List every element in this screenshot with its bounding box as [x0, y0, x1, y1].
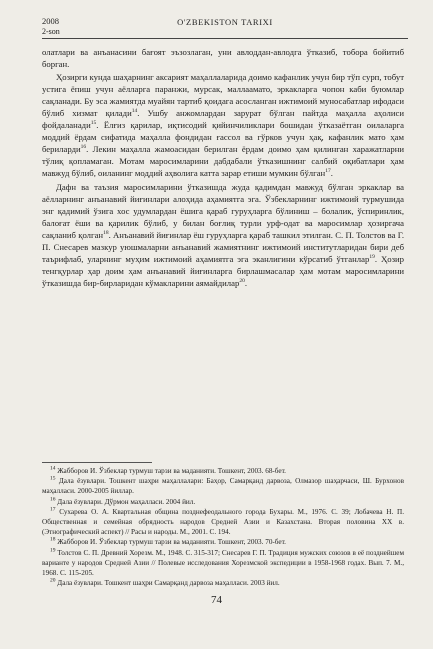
paragraph-3-text-a: Дафн ва таъзия маросимларини ўтказишда жуда қадимдан мавжуд бўлган эркаклар ва аёлларнинг анъанавий йиғинлари алоҳида аҳамиятга эга. Ўзбекларнинг ижтимоий турмушида энг қадимий ўзига хос удумлардан ёшига қараб гуруҳларга бўлиниш – болалик, ўспиринлик, балоғат ёши ва қарилик бўлиб, у билан боғлиқ турли урф-одат ва маросимлар ҳозиргача сақланиб қолган: [42, 181, 404, 240]
footnote-text: Жабборов И. Ўзбеклар турмуш тарзи ва маданияти. Тошкент, 2003. 68-бет.: [55, 467, 286, 475]
footnote-number: 14: [50, 465, 56, 472]
footnote-text: Толстов С. П. Древний Хорезм. М., 1948. С. 315-317; Снесарев Г. П. Традиция мужских союзов в её позднейшем варианте у народов Средней Азии // Полевые исследования Хорезмской экспедиции в 1958-1968 годах. Вып. 7. М., 1968. С. 115-205.: [42, 548, 404, 578]
footnote-text: Дала ёзувлари. Тошкент шаҳри маҳаллалари: Баҳор, Самарқанд дарвоза, Олмазор шаҳарчаси, Ш. Бурхонов маҳалласи. 2000-2005 йиллар.: [42, 477, 404, 496]
page-number: 74: [211, 594, 222, 606]
footnote-14: [42, 466, 404, 476]
footnote-16: [42, 497, 404, 507]
footnote-number: 15: [50, 475, 56, 482]
footnote-number: 19: [50, 547, 56, 554]
paragraph-2-text-d: . Лекин маҳалла жамоасидан берилган ёрдам доимо ҳам қилинган харажатларни тўлиқ қопламаган. Мотам маросимларини дабдабали ўтказишнинг салбий оқибатлари ҳам мавжуд бўлиб, оиланинг моддий аҳволига катта зарар етиши мумкин бўлган: [42, 144, 404, 179]
paragraph-3: [42, 181, 404, 289]
footnote-divider: [42, 462, 152, 463]
footnote-number: 20: [50, 577, 56, 584]
header-issue: 2-son: [42, 27, 60, 36]
paragraph-2: [42, 71, 404, 179]
footnote-ref-17: 17: [325, 168, 331, 175]
footnote-number: 17: [50, 506, 56, 513]
paragraph-2-text-a: Ҳозирги кунда шаҳарнинг аксарият маҳаллаларида доимо кафанлик учун бир тўп сурп, тобут устига ёпиш учун аёлларга паранжи, мурсак, маллаамато, эркакларга чопон каби буюмлар сақланади. Бу эса жамиятда муайян тартиб қоидага асосланган ижтимоий муносабатлар ифодаси бўлиб хизмат қилади: [42, 72, 404, 119]
header-journal-title: O'ZBEKISTON TARIXI: [177, 17, 273, 27]
article-body: [42, 46, 404, 289]
header-year: 2008: [42, 16, 59, 26]
footnote-ref-18: 18: [103, 229, 109, 236]
paragraph-2-text-b: . Ушбу анжомлардан зарурат бўлган пайтда маҳалла аҳолиси фойдаланади: [42, 108, 404, 131]
footnote-19: [42, 548, 404, 579]
paragraph-1-text: олатлари ва анъанасини бағоят эъзозлаган, уни авлоддан-авлодга ўтказиб, тобора бойитиб борган.: [42, 47, 404, 70]
paragraph-3-text-c: . Ҳозир тенгқурлар ҳар доим ҳам анъанавий йиғинларга бирлашмасалар ҳам мотам маросимларини ўтказишда бир-бирларидан кўмакларини аямайдилар: [42, 253, 405, 288]
footnote-number: 16: [50, 496, 56, 503]
footnote-text: Дала ёзувлари. Тошкент шаҳри Самарқанд дарвоза маҳалласи. 2003 йил.: [55, 579, 280, 588]
footnote-15: [42, 476, 404, 496]
paragraph-1: [42, 46, 404, 70]
footnote-17: [42, 507, 404, 538]
running-header: [42, 16, 408, 39]
footnote-ref-20: 20: [239, 278, 245, 284]
footnote-text: Дала ёзувлари. Дўрмон маҳалласи. 2004 йил.: [55, 497, 196, 506]
footnotes: [42, 466, 404, 588]
footnote-ref-15: 15: [90, 120, 97, 127]
footnote-text: Жабборов И. Ўзбеклар турмуш тарзи ва маданияти. Тошкент, 2003. 70-бет.: [55, 538, 286, 547]
paragraph-2-text-e: .: [330, 168, 333, 179]
footnote-18: [42, 537, 404, 547]
footnote-ref-19: 19: [369, 253, 375, 260]
paragraph-3-text-d: .: [244, 277, 247, 288]
footnote-text: Сухарева О. А. Квартальная община позднефеодального города Бухары. М., 1976. С. 39; Лобачева Н. П. Общественная и семейная обрядность народов Средней Азии и Казахстана. Вторая половина XX в. (Этнографический аспект) // Расы и народы. М., 2001. С. 194.: [42, 507, 404, 537]
footnote-20: [42, 578, 404, 588]
footnote-ref-14: 14: [131, 108, 138, 115]
footnote-ref-16: 16: [80, 144, 87, 151]
paragraph-2-text-c: . Ёлғиз қарилар, иқтисодий қийинчиликлари бошидан ўтказаётган оилаларга моддий ёрдам сифатида маҳалла фондидан ғассол ва гўрков учун ҳақ, кафанлик мато ҳам бериларди: [42, 120, 404, 155]
footnote-number: 18: [50, 537, 56, 544]
paragraph-3-text-b: . Анъанавий йиғинлар ёш гуруҳларга қараб ташкил этилган. С. П. Толстов ва Г. П. Снесарев мазкур уюшмаларни анъанавий жамиятнинг ижтимоий институтларидан бири деб таърифлаб, уларнинг муҳим ижтимоий аҳамиятга эга эканлигини кўрсатиб ўтганлар: [42, 229, 404, 264]
